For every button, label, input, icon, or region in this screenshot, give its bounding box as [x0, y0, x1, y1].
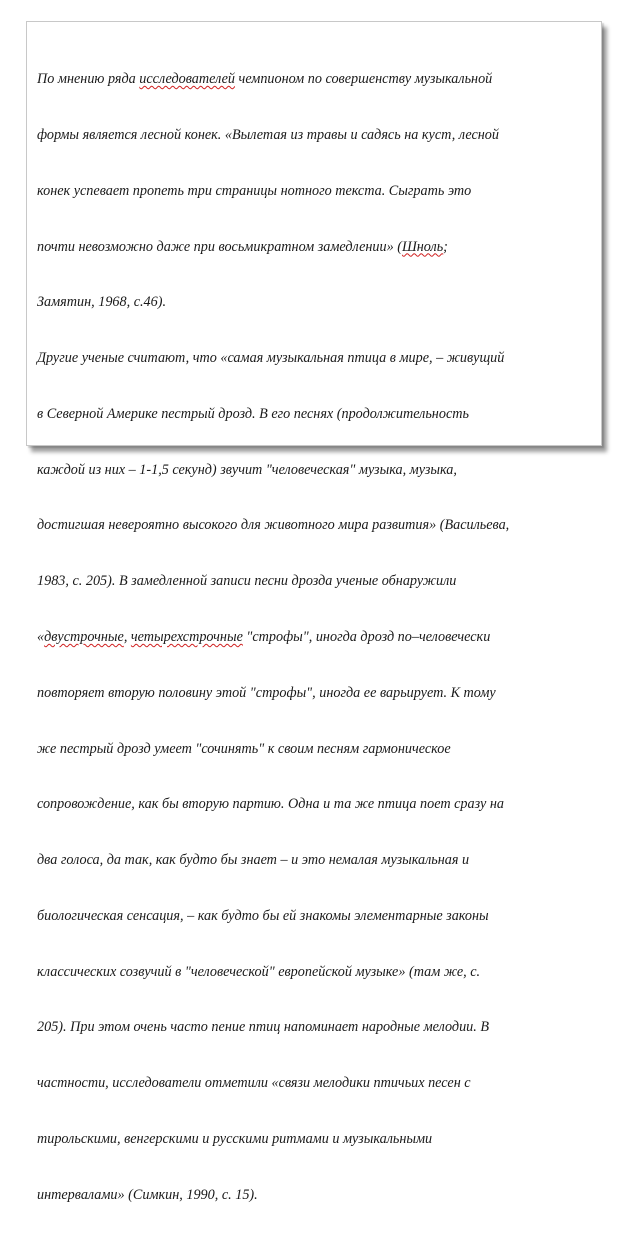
- text-line: повторяет вторую половину этой "строфы", иногда ее варьирует. К тому: [37, 684, 496, 701]
- text-line: классических созвучий в "человеческой" европейской музыке» (там же, с.: [37, 963, 481, 980]
- text-line: конек успевает пропеть три страницы нотного текста. Сыграть это: [37, 182, 472, 199]
- spellcheck-flagged-word: четырехстрочные: [130, 629, 243, 645]
- text-line: Другие ученые считают, что «самая музыкальная птица в мире, – живущий: [37, 350, 505, 367]
- spellcheck-flagged-word: исследователей: [139, 71, 235, 88]
- text-line: 205). При этом очень часто пение птиц напоминает народные мелодии. В: [37, 1019, 490, 1036]
- text-line: тирольскими, венгерскими и русскими ритмами и музыкальными: [37, 1131, 433, 1148]
- text-line: По мнению ряда исследователей чемпионом по совершенству музыкальной: [37, 71, 493, 88]
- spellcheck-flagged-word: двустрочные: [44, 629, 124, 645]
- text-line: биологическая сенсация, – как будто бы ей знакомы элементарные законы: [37, 907, 489, 924]
- text-line: Замятин, 1968, с.46).: [37, 294, 167, 311]
- document-page: [26, 21, 602, 1203]
- text-line: каждой из них – 1-1,5 секунд) звучит "человеческая" музыка, музыка,: [37, 461, 457, 478]
- spellcheck-flagged-word: Шноль: [401, 238, 444, 255]
- text-line: же пестрый дрозд умеет "сочинять" к своим песням гармоническое: [37, 740, 451, 757]
- text-line: 1983, с. 205). В замедленной записи песни дрозда ученые обнаружили: [37, 573, 457, 590]
- text-line: интервалами» (Симкин, 1990, с. 15).: [37, 1186, 258, 1203]
- text-line: два голоса, да так, как будто бы знает – и это немалая музыкальная и: [37, 852, 470, 869]
- text-line: формы является лесной конек. «Вылетая из травы и садясь на куст, лесной: [37, 126, 499, 143]
- document-text: [37, 33, 593, 1242]
- text-line: сопровождение, как бы вторую партию. Одна и та же птица поет сразу на: [37, 796, 505, 813]
- text-line: почти невозможно даже при восьмикратном замедлении» (Шноль;: [37, 238, 448, 255]
- text-line: достигшая невероятно высокого для животного мира развития» (Васильева,: [37, 517, 510, 534]
- text-line: в Северной Америке пестрый дрозд. В его песнях (продолжительность: [37, 405, 469, 422]
- text-line: частности, исследователи отметили «связи мелодики птичьих песен с: [37, 1075, 471, 1092]
- text-line: «двустрочные, четырехстрочные "строфы", иногда дрозд по–человечески: [37, 629, 491, 645]
